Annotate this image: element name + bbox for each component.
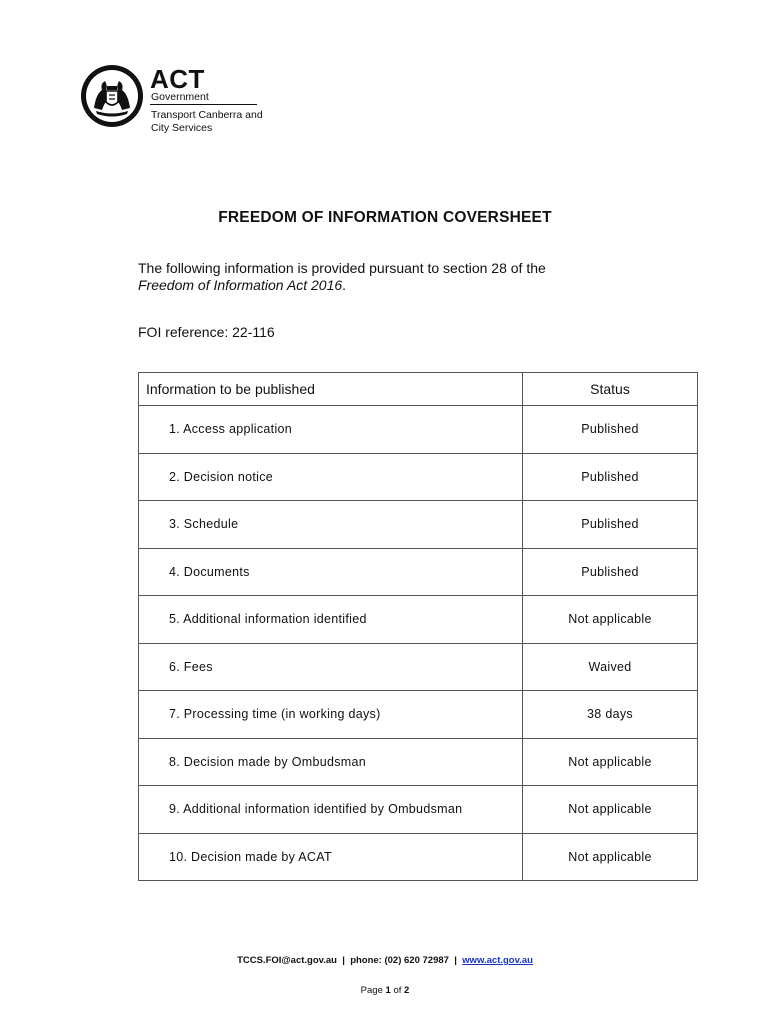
act-name: Freedom of Information Act 2016 [138, 277, 343, 293]
row-status: Not applicable [523, 738, 698, 786]
table-row [139, 548, 698, 596]
row-item: 6. Fees [139, 643, 523, 691]
page-total: 2 [404, 985, 410, 996]
footer-contact [0, 955, 770, 966]
page-label: Page [360, 985, 383, 996]
table-row [139, 643, 698, 691]
intro-act-line [138, 277, 546, 294]
information-table [138, 372, 698, 881]
page-number [0, 985, 770, 996]
table-row [139, 786, 698, 834]
logo-department-line2: City Services [151, 121, 213, 134]
footer-phone: phone: (02) 620 72987 [350, 955, 449, 966]
page-of: of [393, 985, 402, 996]
row-item: 1. Access application [139, 406, 523, 454]
row-status: 38 days [523, 691, 698, 739]
logo-act-text: ACT [150, 64, 205, 94]
row-status: Waived [523, 643, 698, 691]
table-row [139, 501, 698, 549]
intro-paragraph [138, 260, 546, 294]
row-status: Not applicable [523, 833, 698, 881]
footer-separator: | [342, 955, 345, 966]
table-row [139, 833, 698, 881]
row-status: Not applicable [523, 786, 698, 834]
document-title: FREEDOM OF INFORMATION COVERSHEET [218, 209, 552, 226]
row-item: 7. Processing time (in working days) [139, 691, 523, 739]
row-item: 3. Schedule [139, 501, 523, 549]
footer-email: TCCS.FOI@act.gov.au [237, 955, 337, 966]
table-row [139, 691, 698, 739]
column-header-information: Information to be published [139, 373, 523, 406]
row-item: 4. Documents [139, 548, 523, 596]
row-status: Published [523, 453, 698, 501]
row-item: 9. Additional information identified by Ombudsman [139, 786, 523, 834]
act-coat-of-arms-icon [80, 64, 144, 128]
row-status: Not applicable [523, 596, 698, 644]
footer-separator: | [454, 955, 457, 966]
table-row [139, 596, 698, 644]
row-status: Published [523, 406, 698, 454]
row-item: 2. Decision notice [139, 453, 523, 501]
row-status: Published [523, 501, 698, 549]
table-header-row [139, 373, 698, 406]
table-row [139, 453, 698, 501]
logo-department-line1: Transport Canberra and [151, 109, 263, 121]
logo-divider [150, 104, 257, 105]
logo-government-text: Government [151, 91, 209, 103]
table-row [139, 406, 698, 454]
row-status: Published [523, 548, 698, 596]
page-current: 1 [385, 985, 391, 996]
column-header-status: Status [523, 373, 698, 406]
logo-department [151, 109, 263, 134]
row-item: 10. Decision made by ACAT [139, 833, 523, 881]
intro-suffix: . [342, 277, 347, 293]
foi-reference: FOI reference: 22-116 [138, 324, 275, 340]
table-row [139, 738, 698, 786]
act-government-logo [80, 64, 270, 134]
intro-text: The following information is provided pursuant to section 28 of the [138, 260, 546, 276]
row-item: 5. Additional information identified [139, 596, 523, 644]
footer-website-link[interactable]: www.act.gov.au [462, 955, 533, 966]
row-item: 8. Decision made by Ombudsman [139, 738, 523, 786]
